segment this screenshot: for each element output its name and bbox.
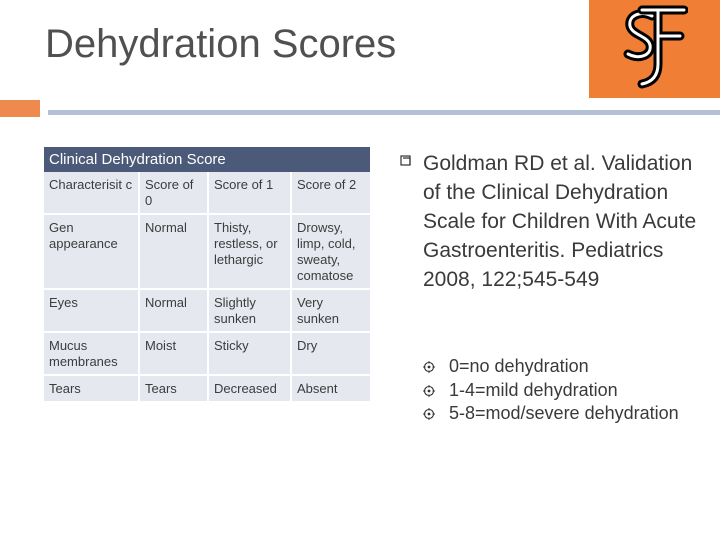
target-bullet-icon [423, 385, 435, 397]
table-cell: Normal [140, 290, 209, 333]
table-cell: Moist [140, 333, 209, 376]
table-row [44, 290, 370, 333]
score-table [44, 172, 370, 403]
table-cell: Thisty, restless, or lethargic [209, 215, 292, 290]
table-caption: Clinical Dehydration Score [44, 147, 370, 172]
list-item [423, 402, 683, 426]
slide-title: Dehydration Scores [45, 22, 397, 66]
table-cell: Gen appearance [44, 215, 140, 290]
table-header-row [44, 172, 370, 215]
table-cell: Eyes [44, 290, 140, 333]
square-bullet-icon [400, 155, 412, 167]
reference-citation: Goldman RD et al. Validation of the Clinical Dehydration Scale for Children With Acute Gastroenteritis. Pediatrics 2008, 122;545-549 [423, 152, 697, 291]
table-cell: Dry [292, 333, 370, 376]
score-interpretation-list [423, 355, 683, 426]
table-cell: Absent [292, 376, 370, 403]
table-cell: Normal [140, 215, 209, 290]
list-item-text: 1-4=mild dehydration [449, 379, 618, 400]
table-header-cell: Score of 1 [209, 172, 292, 215]
table-header-cell: Characterisit c [44, 172, 140, 215]
table-row [44, 376, 370, 403]
target-bullet-icon [423, 361, 435, 373]
table-header-cell: Score of 2 [292, 172, 370, 215]
title-rule-accent [0, 100, 40, 117]
list-item-text: 0=no dehydration [449, 356, 589, 376]
table-row [44, 215, 370, 290]
table-cell: Mucus membranes [44, 333, 140, 376]
table-cell: Very sunken [292, 290, 370, 333]
logo-panel [589, 0, 720, 98]
table-cell: Decreased [209, 376, 292, 403]
list-item [423, 379, 683, 403]
table-cell: Drowsy, limp, cold, sweaty, comatose [292, 215, 370, 290]
table-cell: Tears [140, 376, 209, 403]
table-header-cell: Score of 0 [140, 172, 209, 215]
table-row [44, 333, 370, 376]
table-cell: Sticky [209, 333, 292, 376]
list-item-text: 5-8=mod/severe dehydration [449, 403, 679, 423]
title-rule [48, 110, 720, 115]
sf-giants-logo-icon [622, 2, 688, 94]
dehydration-table [44, 147, 370, 403]
table-cell: Slightly sunken [209, 290, 292, 333]
table-cell: Tears [44, 376, 140, 403]
list-item [423, 355, 683, 379]
target-bullet-icon [423, 408, 435, 420]
